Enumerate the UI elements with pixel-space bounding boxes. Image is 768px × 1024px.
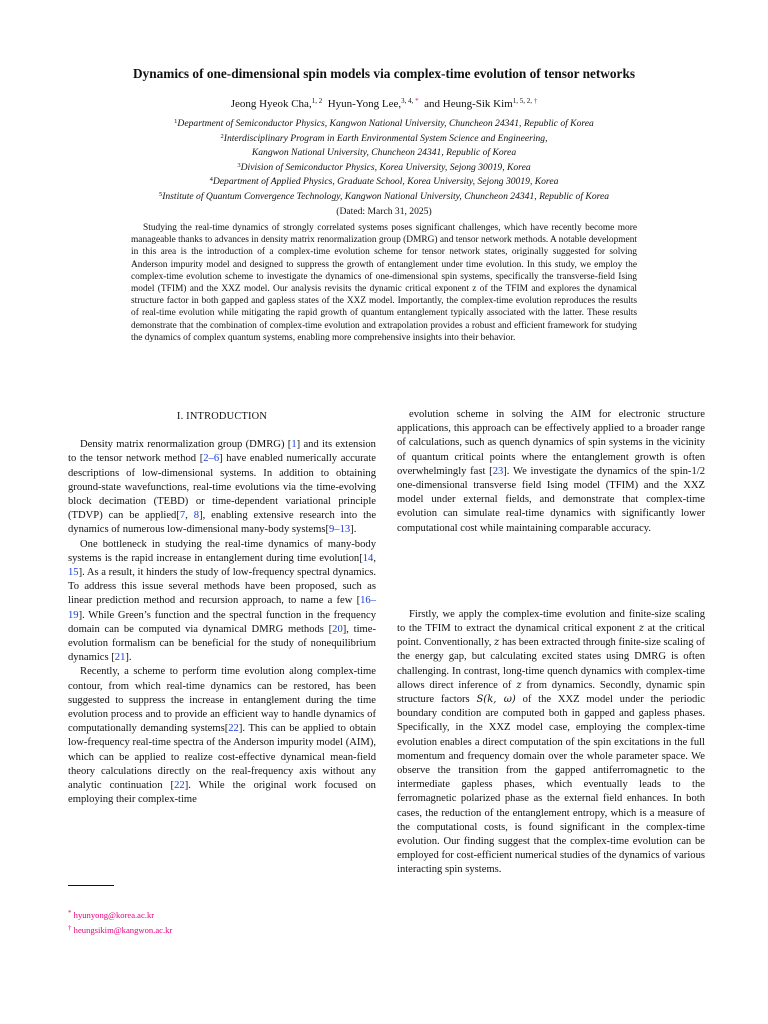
left-column (68, 408, 376, 807)
citation-link[interactable]: 14 (362, 552, 374, 564)
corresponding-mark[interactable]: * (415, 97, 419, 105)
affiliation: $^5$Institute of Quantum Convergence Technology, Kangwon National University, Chuncheon 24341, Republic of Korea (158, 190, 610, 202)
body-paragraph: Density matrix renormalization group (DMRG) [1] and its extension to the tensor network method [2–6] have enabled numerically accurate descriptions of low-dimensional systems. In addition to obtaining ground-state wavefunctions, real-time evolutions via the time-evolving block decimation (TEBD) or time-dependent variational principle (TDVP) can be applied[7, 8], enabling extensive research into the dynamics of numerous low-dimensional many-body systems[9–13]. (68, 439, 377, 536)
inline-math: S(k, ω) (476, 694, 516, 706)
citation-link[interactable]: 21 (114, 652, 126, 664)
author-3: and Heung-Sik Kim$^{1, 5, 2, \dagger}$ (424, 97, 538, 110)
left-paragraphs (68, 438, 376, 807)
citation-link[interactable]: 22 (174, 780, 185, 792)
body-paragraph: evolution scheme in solving the AIM for electronic structure applications, this approach can be effectively applied to a broader range of calculations, such as quench dynamics of spin systems in the vicinity of quantum critical points where the entanglement growth is often overwhelmingly fast [23]. We investigate the dynamics of the spin-1/2 one-dimensional transverse field Ising model (TFIM) and the XXZ model under external fields, and demonstrate that complex-time evolution can simulate real-time dynamics with significantly lower computational cost while maintaining comparable accuracy. (397, 409, 705, 534)
affiliation: Kangwon National University, Chuncheon 24341, Republic of Korea (251, 147, 517, 159)
affiliation: $^2$Interdisciplinary Program in Earth Environmental System Science and Engineering, (220, 132, 548, 144)
author-list (40, 97, 728, 111)
section-heading: I. INTRODUCTION (176, 411, 268, 422)
email-link[interactable]: hyunyong@korea.ac.kr (73, 910, 155, 920)
corresponding-mark[interactable]: † (533, 97, 538, 105)
email-link[interactable]: heungsikim@kangwon.ac.kr (73, 925, 173, 935)
abstract: Studying the real-time dynamics of strongly correlated systems poses significant challenges, which have recently become more manageable thanks to advances in density matrix renormalization group (DMRG) and tensor network methods. A notable development in this area is the introduction of a complex-time evolution scheme for tensor network states, originally suggested for solving Anderson impurity model and designed to suppress the growth of entanglement under time evolution. In this study, we employ the complex-time evolution scheme to investigate the dynamics of one-dimensional spin systems, specifically the transverse-field Ising model (TFIM) and the XXZ model. Our analysis revisits the dynamic critical exponent z of the TFIM and explores the dynamical structure factor in both gapped and gapless states of the XXZ model. Importantly, the complex-time evolution reproduces the results of real-time evolution while mitigating the rapid growth of quantum entanglement typically associated with the latter. These results demonstrate that the combination of complex-time evolution and extrapolation provides a robust and efficient framework for studying the dynamics of complex quantum systems, enabling more comprehensive insights into their behavior. (131, 223, 637, 343)
citation-link[interactable]: 2–6 (203, 453, 220, 465)
citation-link[interactable]: 22 (228, 723, 239, 735)
citation-link[interactable]: 7 (179, 510, 186, 522)
body-paragraph: One bottleneck in studying the real-time dynamics of many-body systems is the rapid increase in entanglement during time evolution[14, 15]. As a result, it hinders the study of low-frequency spectral dynamics. To address this issue several methods have been proposed, such as linear prediction method and recursion approach, to name a few [16–19]. While Green’s function and the spectral function in the frequency domain can be computed via dynamical DMRG methods [20], time-evolution formalism can be beneficial for the study of nonequilibrium dynamics [21]. (68, 538, 377, 664)
right-column (397, 408, 705, 878)
citation-link[interactable]: 23 (492, 465, 504, 477)
citation-link[interactable]: 9–13 (328, 524, 351, 536)
author-2: Hyun-Yong Lee,$^{3, 4, *}$ (327, 97, 419, 110)
affiliation: $^4$Department of Applied Physics, Graduate School, Korea University, Sejong 30019, Korea (209, 176, 559, 188)
inline-math: z (516, 679, 522, 691)
paper-title: Dynamics of one-dimensional spin models via complex-time evolution of tensor networks (132, 66, 636, 81)
inline-math: z (494, 637, 500, 649)
citation-link[interactable]: 20 (332, 623, 343, 635)
citation-link[interactable]: 8 (193, 510, 200, 522)
body-paragraph: Recently, a scheme to perform time evolution along complex-time contour, from which real-time dynamics can be restored, has been suggested to suppress the increase in entanglement during the time evolution process and to provide an efficient way to handle dynamics of computationally demanding systems[22]. This can be applied to obtain low-frequency real-time spectra of the Anderson impurity model (AIM), which can be applied to realize cost-effective dynamical mean-field theory calculations directly on the real-frequency axis without any analytic continuation [22]. While the original work focused on employing their complex-time (68, 666, 377, 806)
citation-link[interactable]: 15 (68, 567, 79, 579)
affiliation: $^1$Department of Semiconductor Physics, Kangwon National University, Chuncheon 24341, Republic of Korea (174, 118, 594, 129)
author-1: Jeong Hyeok Cha,$^{1, 2}$ (230, 97, 323, 110)
body-paragraph: Firstly, we apply the complex-time evolution and finite-size scaling to the TFIM to extract the dynamical critical exponent z at the critical point. Conventionally, z has been extracted through finite-size scaling of the energy gap, but calculating excited states using DMRG is often challenging. In contrast, long-time quench dynamics with complex-time allows direct inference of z from dynamics. Secondly, dynamic spin structure factors S(k, ω) of the XXZ model under the periodic boundary condition are computed both in gapped and gapless phases. Specifically, in the XXZ model case, employing the complex-time evolution enables a direct computation of the spin excitations in the full momentum and frequency domain over the whole parameter space. We observe the transition from the gapped antiferromagnetic to the intermediate gapless phases, which eventually leads to the ferromagnetic polarized phase as the external field enhances. In both cases, the reduction of the entanglement entropy, which is a measure of the computational costs, is found significant in the complex-time evolution. Our finding suggest that the complex-time evolution can be employed for cost-efficient numerical studies of the dynamics of various interacting spin systems. (397, 608, 706, 876)
right-paragraph-group-1 (397, 408, 705, 536)
footnote: † heungsikim@kangwon.ac.kr (68, 924, 173, 935)
affiliation-list (40, 117, 728, 219)
inline-math: z (638, 623, 644, 635)
footnote-rule (68, 885, 114, 886)
footnote: * hyunyong@korea.ac.kr (68, 909, 155, 920)
citation-link[interactable]: 1 (291, 439, 297, 451)
citation-link[interactable]: 16–19 (68, 595, 376, 621)
footnotes (68, 907, 368, 937)
right-paragraph-group-2 (397, 608, 705, 878)
date-line: (Dated: March 31, 2025) (336, 205, 432, 217)
affiliation: $^3$Division of Semiconductor Physics, Korea University, Sejong 30019, Korea (237, 161, 531, 173)
column-gap (397, 536, 705, 608)
